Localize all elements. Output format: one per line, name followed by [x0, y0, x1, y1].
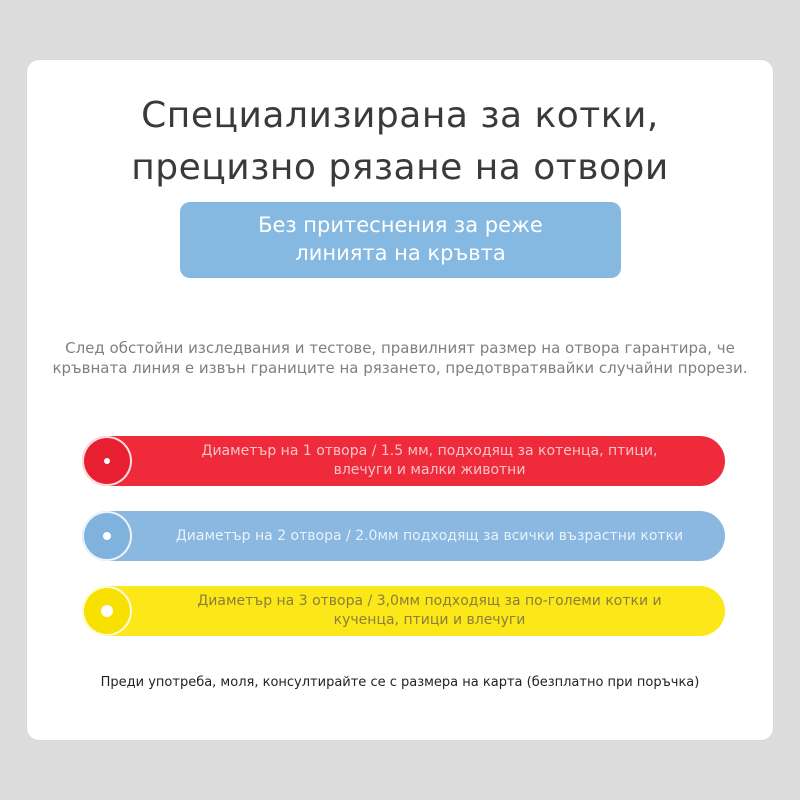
banner-line-1: Без притеснения за реже [258, 213, 543, 237]
hole-size-3-bar [82, 586, 725, 636]
hole-2-dot-icon [103, 532, 111, 540]
description-text [37, 338, 763, 378]
description-line-2: кръвната линия е извън границите на рязането, предотвратявайки случайни прорези. [52, 359, 748, 377]
info-card [27, 60, 773, 740]
title-line-2: прецизно рязане на отвори [131, 147, 669, 188]
hole-2-line-1: Диаметър на 2 отвора / 2.0мм подходящ за всички възрастни котки [175, 527, 684, 544]
hole-1-line-2: влечуги и малки животни [333, 462, 526, 478]
hole-1-icon [82, 436, 132, 486]
hole-1-dot-icon [104, 458, 110, 464]
title-line-1: Специализирана за котки, [141, 95, 659, 136]
hole-size-1-bar [82, 436, 725, 486]
page-title [27, 90, 773, 194]
hole-size-2-bar [82, 511, 725, 561]
hole-2-label [152, 511, 707, 561]
hole-3-icon [82, 586, 132, 636]
hole-2-icon [82, 511, 132, 561]
hole-3-dot-icon [101, 605, 113, 617]
hole-3-label [152, 586, 707, 636]
banner-line-2: линията на кръвта [295, 241, 506, 265]
hole-3-line-2: кученца, птици и влечуги [333, 612, 526, 628]
highlight-banner [180, 202, 621, 278]
hole-1-line-1: Диаметър на 1 отвора / 1.5 мм, подходящ за котенца, птици, [201, 443, 658, 459]
hole-1-label [152, 436, 707, 486]
footer-note: Преди употреба, моля, консултирайте се с размера на карта (безплатно при поръчка) [100, 675, 700, 690]
description-line-1: След обстойни изследвания и тестове, правилният размер на отвора гарантира, че [65, 339, 735, 357]
hole-3-line-1: Диаметър на 3 отвора / 3,0мм подходящ за по-големи котки и [197, 593, 662, 609]
